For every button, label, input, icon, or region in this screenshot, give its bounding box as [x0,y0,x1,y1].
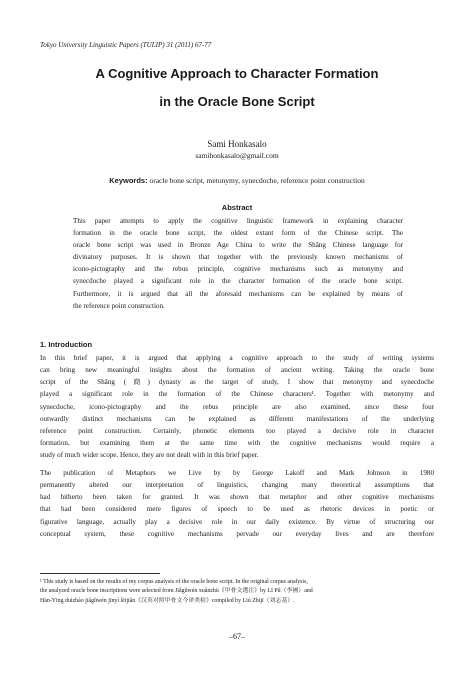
abstract-line: This paper attempts to apply the cognitive linguistic framework in explaining character [73,217,403,225]
body-line: permanently altered our interpretation of linguistics, changing many theoretical assumptions that [40,481,434,490]
keywords-label: Keywords: [109,176,148,185]
body-line: synecdoche, icono-pictography and the rebus principle are also examined, since these four [40,402,434,411]
footnote-line: the analyzed oracle bone inscriptions were selected from Jiǎgǔwén xuǎnzhù《甲骨文選注》by LI Pǔ（李圃）and [40,588,313,595]
abstract-line: the reference point construction. [73,301,165,310]
abstract-heading: Abstract [221,203,253,212]
paper-title-line-1: A Cognitive Approach to Character Formation [95,66,379,81]
abstract-line: oracle bone script was used in Bronze Age China to write the Shāng Chinese language for [73,241,403,250]
footnote [40,578,434,606]
page-number: –67– [229,632,245,641]
author-email: samihonkasalo@gmail.com [195,151,279,160]
body-line: that had been considered mere figures of speech to be used as rhetoric devices in poetic or [40,505,434,514]
footnote-line: ¹ This study is based on the results of my corpus analysis of the oracle bone script. In the original corpus analysis, [40,579,308,585]
intro-paragraph-2 [40,467,434,540]
abstract-line: Furthermore, it is argued that all the aforesaid mechanisms can be explained by means of [73,289,403,298]
intro-paragraph-1 [40,352,434,461]
body-line: figurative language, actually play a decisive role in our daily existence. By virtue of structuring our [40,517,434,526]
footnote-line: Hàn-Yīng duìzhào jiǎgǔwén jīnyì lèijiǎn《汉英对照甲骨文今译类检》compiled by Liú Zhìjī（刘志基）. [40,597,295,604]
abstract-line: icono-pictography and the rebus principle, cognitive mechanisms such as metonymy and [73,265,403,274]
body-line: conceptual system, these cognitive mechanisms pervade our everyday lives and are therefore [40,529,434,538]
body-line: played a significant role in the formation of the Chinese characters¹. Together with metonymy and [40,390,434,399]
keywords-text: oracle bone script, metonymy, synecdoche, reference point construction [149,176,365,185]
body-line: In this brief paper, it is argued that applying a cognitive approach to the study of writing systems [40,354,434,362]
abstract-line: divinatory purposes. It is shown that together with the previously known mechanisms of [73,253,403,262]
body-line: can bring new meaningful insights about the formation of ancient writing. Taking the oracle bone [40,366,434,375]
body-line: formation, but examining them at the same time with the cognitive mechanisms would require a [40,439,434,448]
body-line: script of the Shāng (商) dynasty as the target of study, I show that metonymy and synecdoche [40,378,434,387]
section-heading-introduction: 1. Introduction [40,340,93,349]
body-line: had hitherto been taken for granted. It was shown that metaphor and other cognitive mechanisms [40,493,434,502]
journal-header: Tokyo University Linguistic Papers (TULIP) 31 (2011) 67-77 [40,41,212,49]
footnote-divider [40,573,160,574]
body-line: outwardly distinct mechanisms can be explained as different manifestations of the underlying [40,414,434,423]
body-line: reference point construction. Certainly, phonetic elements too played a decisive role in character [40,426,434,435]
body-line: study of much wider scope. Hence, they are not dealt with in this brief paper. [40,451,259,460]
body-line: The publication of Metaphors we Live by by George Lakoff and Mark Johnson in 1980 [40,469,434,477]
abstract-line: synecdoche played a significant role in the character formation of the oracle bone script. [73,277,403,286]
paper-title-line-2: in the Oracle Bone Script [159,94,315,109]
abstract-body [73,215,403,312]
abstract-line: formation in the oracle bone script, the oldest extant form of the Chinese script. The [73,229,403,238]
author-name: Sami Honkasalo [207,139,267,149]
keywords-line [0,176,474,186]
